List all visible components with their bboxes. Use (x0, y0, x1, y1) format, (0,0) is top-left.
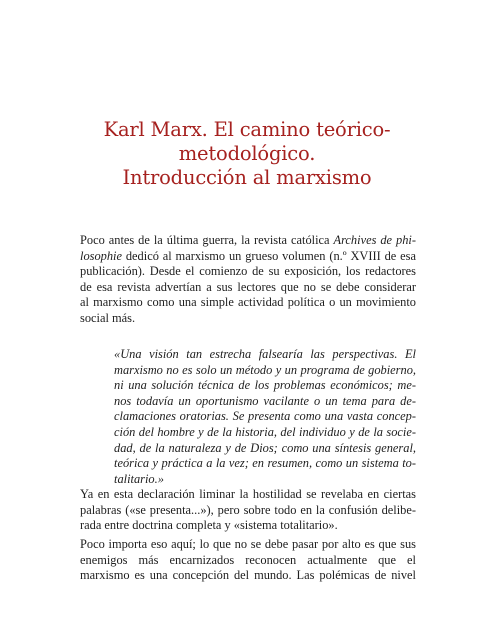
quote-line-9: talitario.» (114, 471, 164, 486)
quote-line-4: nos todavía un oportunismo vacilante o un tema para de- (114, 393, 416, 408)
p1-line1-lead: Poco antes de la última guerra, la revista católica (80, 233, 334, 247)
paragraph-1-line-3: publicación). Desde el comienzo de su exposición, los redactores (80, 264, 416, 279)
quote-line-1: «Una visión tan estrecha falsearía las perspectivas. El (114, 347, 416, 361)
quote-line-5: clamaciones oratorias. Se presenta como una vasta concep- (114, 409, 416, 424)
quote-line-2: marxismo no es solo un método y un programa de gobierno, (114, 362, 416, 377)
block-quote (114, 347, 416, 487)
paragraph-2-line-3: rada entre doctrina completa y «sistema totalitario». (80, 518, 338, 533)
paragraph-1-line-4: de esa revista advertían a sus lectores que no se debe considerar (80, 279, 416, 294)
paragraph-3 (80, 537, 416, 584)
chapter-title-line-2: Introducción al marxismo (122, 166, 372, 189)
paragraph-3-line-2: enemigos más encarnizados reconocen actualmente que el (80, 552, 416, 567)
p1-line2-rest: dedicó al marxismo un grueso volumen (n.º XVIII de esa (122, 248, 416, 263)
paragraph-3-line-1: Poco importa eso aquí; lo que no se debe pasar por alto es que sus (80, 537, 416, 551)
quote-line-8: teórica y práctica a la vez; en resumen, como un sistema to- (114, 456, 416, 471)
paragraph-2-line-2: palabras («se presenta...»), pero sobre todo en la confusión delibe- (80, 502, 416, 517)
paragraph-2 (80, 487, 416, 534)
quote-line-3: ni una solución técnica de los problemas económicos; me- (114, 378, 416, 393)
paragraph-1 (80, 233, 416, 327)
chapter-title-line-1: Karl Marx. El camino teórico-metodológico. (103, 118, 391, 165)
paragraph-1-line-5: al marxismo como una simple actividad política o un movimiento (80, 295, 416, 310)
quote-line-6: ción del hombre y de la historia, del individuo y de la socie- (114, 424, 416, 439)
quote-line-7: dad, de la naturaleza y de Dios; como una síntesis general, (114, 440, 416, 455)
paragraph-3-line-3: marxismo es una concepción del mundo. Las polémicas de nivel (80, 568, 416, 583)
paragraph-1-line-6: social más. (80, 310, 136, 325)
paragraph-1-line-2 (80, 249, 416, 265)
paragraph-2-line-1: Ya en esta declaración liminar la hostilidad se revelaba en ciertas (80, 487, 416, 501)
journal-title-part-1: Archives de phi- (333, 233, 416, 247)
paragraph-1-line-1 (80, 233, 416, 249)
chapter-title (40, 118, 454, 190)
journal-title-part-2: losophie (80, 248, 122, 263)
